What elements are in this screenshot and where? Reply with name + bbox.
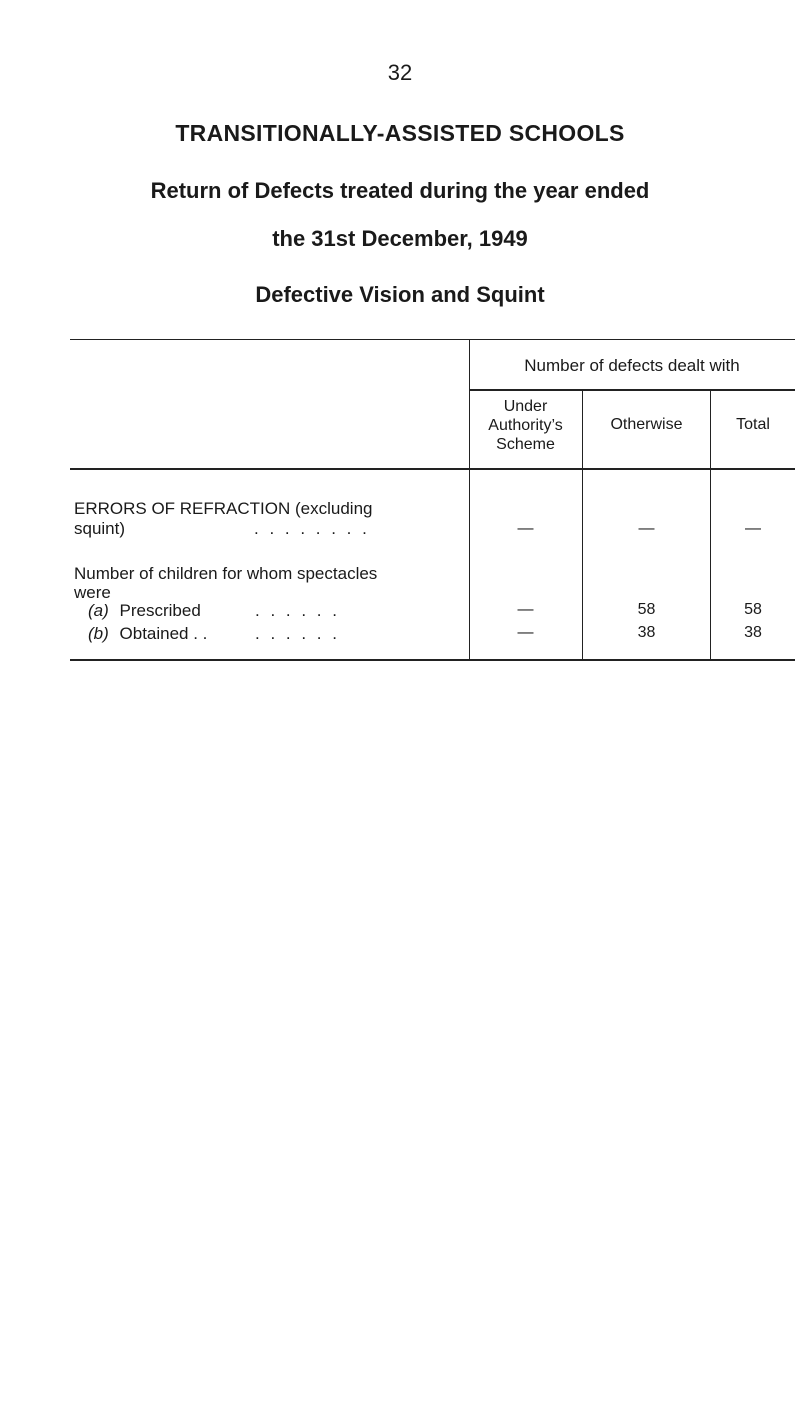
table-top-rule (70, 339, 795, 340)
cell-under: — (517, 624, 534, 641)
cell-total: 58 (744, 601, 762, 618)
row-label-obtained: (b) Obtained . . . . . . . . (88, 624, 340, 643)
leader-dots: . . . . . . (255, 624, 340, 643)
col-header-otherwise: Otherwise (610, 416, 683, 433)
header-bottom-rule (70, 468, 795, 470)
row-label-refraction: ERRORS OF REFRACTION (excluding squint) . . . . . . . . (74, 499, 373, 538)
group-header-rule (469, 389, 795, 391)
leader-dots: . . . . . . (255, 601, 340, 620)
group-header: Number of defects dealt with (524, 356, 740, 375)
cell-under: — (517, 601, 534, 618)
leader-dots: . . . . . . . . (254, 519, 370, 538)
table-bottom-rule (70, 659, 795, 661)
cell-otherwise: 38 (637, 624, 656, 641)
cell-otherwise: — (638, 520, 655, 537)
cell-otherwise: 58 (637, 601, 656, 618)
subtitle-line-2: the 31st December, 1949 (272, 226, 528, 251)
cell-total: — (745, 520, 761, 537)
page-number: 32 (387, 60, 413, 85)
col-header-under: Under Authority’s Scheme (488, 398, 563, 453)
cell-total: 38 (744, 624, 762, 641)
subtitle-line-1: Return of Defects treated during the year ended (150, 178, 650, 203)
row-label-spectacles: Number of children for whom spectacles were (74, 564, 378, 602)
row-label-prescribed: (a) Prescribed . . . . . . (88, 601, 340, 620)
cell-under: — (517, 520, 534, 537)
section-title: Defective Vision and Squint (255, 282, 545, 307)
page-title: TRANSITIONALLY-ASSISTED SCHOOLS (175, 120, 625, 146)
col-header-total: Total (736, 416, 770, 433)
